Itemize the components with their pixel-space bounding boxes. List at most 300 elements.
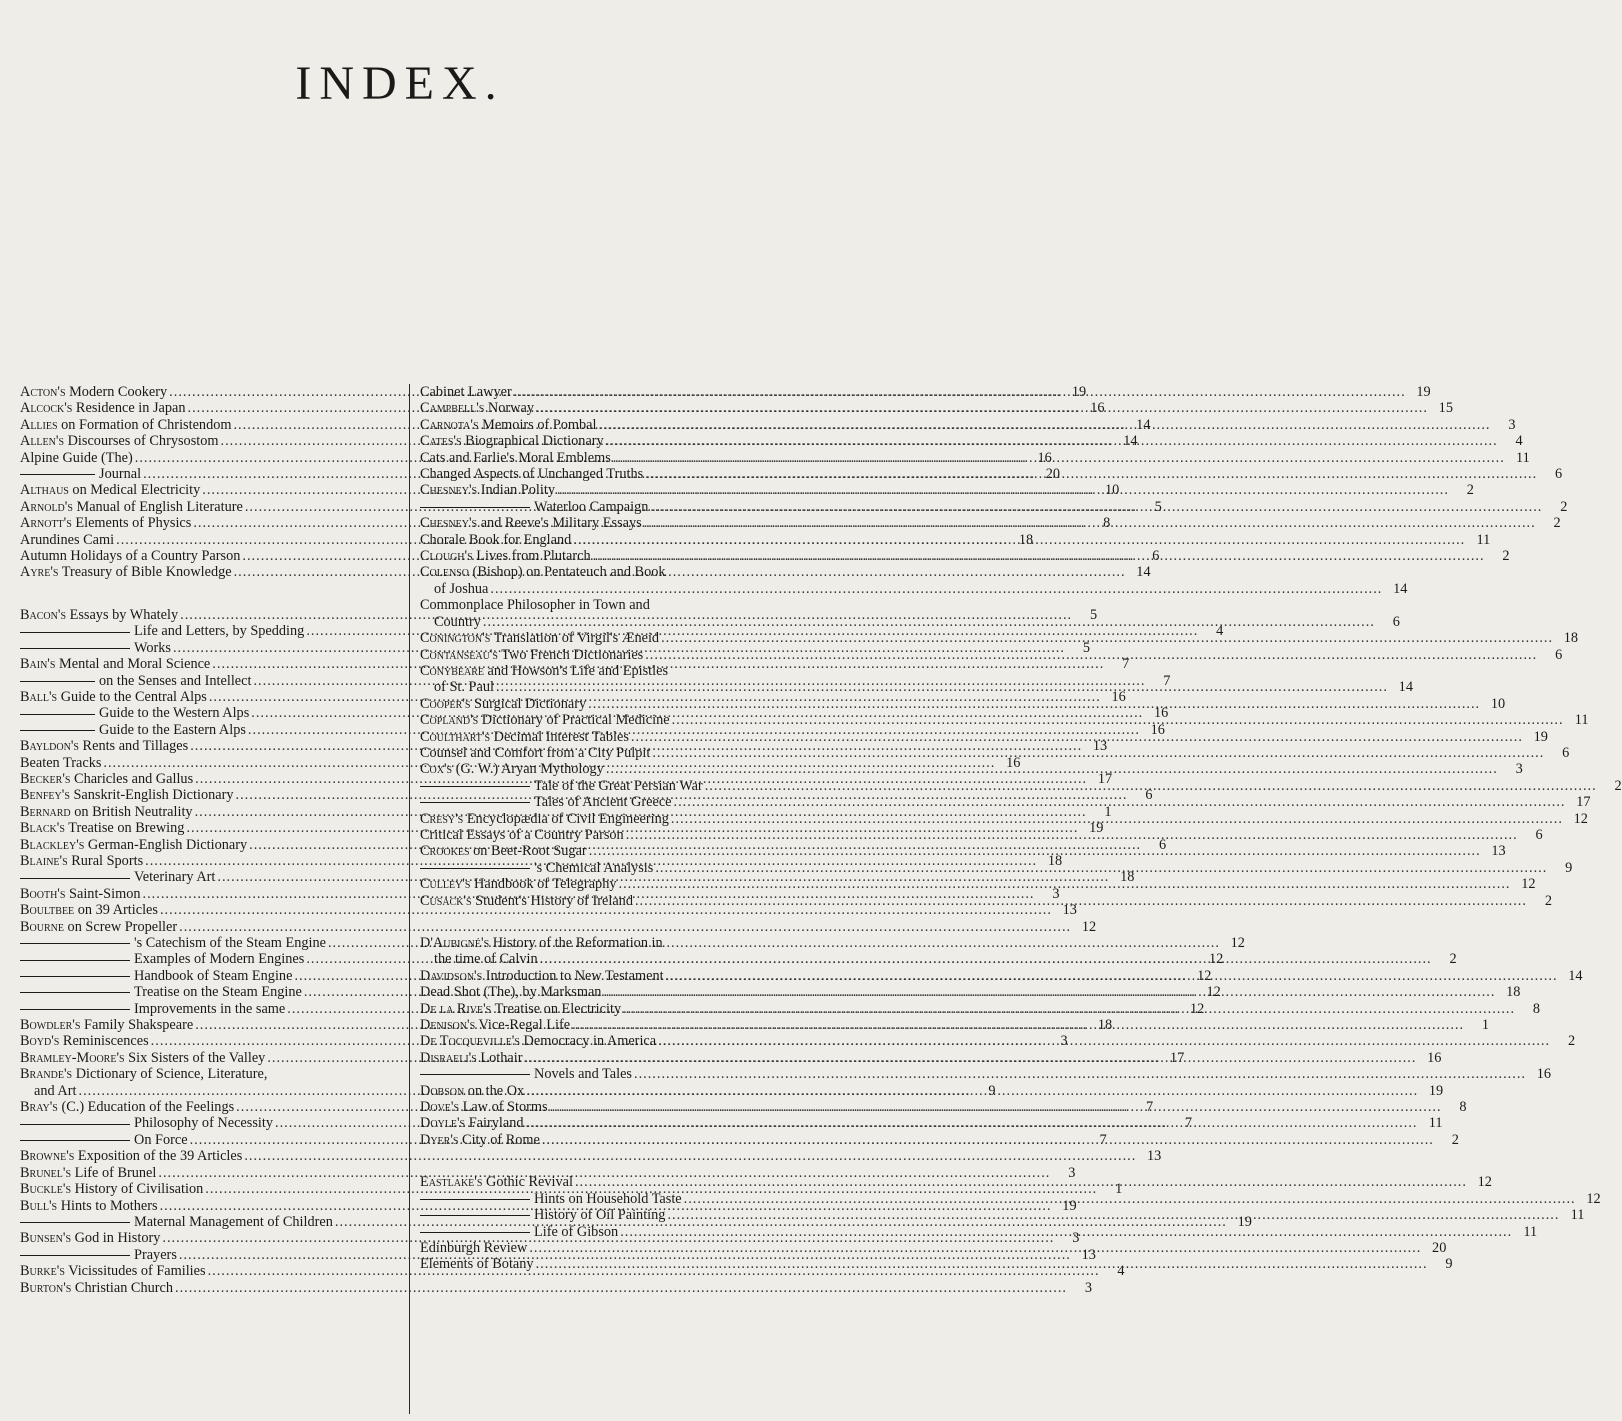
entry-author: Allen's (20, 433, 65, 450)
entry-title: Chorale Book for England (420, 531, 572, 548)
leader-dots (557, 482, 1449, 498)
entry-text (420, 1050, 522, 1066)
page-number: 12 (1586, 1190, 1601, 1207)
ditto-rule (20, 730, 95, 731)
entry-title: Discourses of Chrysostom (64, 433, 219, 450)
page-number: 1 (1115, 1181, 1123, 1198)
entry-text (20, 1247, 177, 1263)
entry-text (420, 630, 659, 646)
ditto-rule (20, 976, 130, 977)
page-number: 3 (1508, 416, 1516, 433)
entry-title: on Screw Propeller (63, 918, 178, 935)
page-number: 16 (1090, 400, 1105, 417)
entry-title: Dictionary of Science, Literature, (72, 1066, 268, 1083)
entry-text (420, 400, 534, 416)
entry-author: Clough's (420, 548, 473, 565)
page-number: 12 (1197, 967, 1212, 984)
entry-text (20, 623, 304, 639)
leader-dots (671, 811, 1563, 827)
entry-text (20, 820, 184, 836)
entry-title: Guide to the Western Alps (99, 705, 250, 722)
page-number: 2 (1614, 777, 1622, 794)
entry-title: on the Senses and Intellect (99, 672, 252, 689)
page-number: 11 (1570, 1207, 1585, 1224)
entry-text (420, 1017, 570, 1033)
entry-text (20, 607, 178, 623)
entry-text (20, 656, 210, 672)
entry-title: Saint-Simon (65, 885, 141, 902)
leader-dots (496, 679, 1388, 695)
entry-title: Alpine Guide (The) (20, 449, 133, 466)
entry-title: Democracy in America (519, 1033, 657, 1050)
leader-dots (514, 384, 1406, 400)
page-number: 3 (1072, 1230, 1080, 1247)
entry-author: Culley's (420, 876, 471, 893)
page-number: 1 (1481, 1017, 1490, 1034)
page-number: 20 (1432, 1239, 1447, 1256)
page-number: 7 (1146, 1099, 1154, 1116)
page-number: 20 (1045, 466, 1061, 483)
entry-author: Benfey's (20, 787, 70, 804)
leader-dots (645, 647, 1537, 663)
entry-text (420, 663, 668, 679)
entry-title: Guide to the Central Alps (57, 688, 207, 705)
entry-author: De la Rive's (420, 1000, 492, 1017)
index-entry (420, 1131, 1459, 1148)
leader-dots (175, 1280, 1067, 1296)
entry-title: Memoirs of Pombal (478, 416, 597, 433)
entry-title: Two French Dictionaries (497, 646, 644, 663)
entry-author: Althaus (20, 482, 69, 499)
entry-title: Beaten Tracks (20, 754, 102, 771)
entry-title: Christian Church (71, 1279, 173, 1296)
page-number: 12 (1209, 951, 1224, 968)
page-number: 4 (1515, 433, 1523, 450)
index-entry (20, 1066, 396, 1082)
page-number: 3 (1515, 761, 1523, 778)
entry-title: Manual of English Literature (72, 498, 243, 515)
entry-author: Cooper's (420, 695, 471, 712)
entry-author: Disraeli's (420, 1049, 477, 1066)
leader-dots (620, 1224, 1512, 1240)
page-number: 2 (1466, 482, 1474, 499)
entry-text (420, 984, 601, 1000)
leader-dots (634, 1066, 1526, 1082)
entry-author: Chesney's (420, 482, 478, 499)
entry-text (20, 1115, 273, 1131)
page-number: 13 (1081, 1246, 1096, 1263)
entry-title: Treatise on Brewing (64, 820, 185, 837)
page-number: 4 (1117, 1263, 1125, 1280)
entry-title: Maternal Management of Children (134, 1213, 333, 1230)
page-number: 3 (1068, 1164, 1076, 1181)
page-number: 14 (1568, 967, 1583, 984)
page-number: 17 (1576, 794, 1591, 811)
entry-author: Brande's (20, 1066, 73, 1083)
leader-dots (606, 433, 1498, 449)
entry-title: of St. Paul (434, 679, 494, 696)
entry-author: Buckle's (20, 1181, 72, 1198)
entry-text (20, 1165, 156, 1181)
page-number: 19 (1237, 1213, 1252, 1230)
entry-title: on British Neutrality (70, 803, 193, 820)
entry-text (420, 597, 650, 613)
entry-author: Eastlake's (420, 1174, 483, 1191)
ditto-rule (420, 507, 530, 508)
entry-text (20, 984, 302, 1000)
ditto-rule (20, 1255, 130, 1256)
entry-author: Ball's (20, 688, 58, 705)
index-entry (420, 1174, 1492, 1191)
entry-author: Bowdler's (20, 1017, 81, 1034)
entry-text (420, 466, 643, 482)
entry-text (420, 794, 672, 810)
entry-title: Residence in Japan (72, 400, 186, 417)
leader-dots (644, 515, 1536, 531)
entry-title: of Joshua (434, 580, 489, 597)
entry-title: Vice-Regal Life (475, 1017, 571, 1034)
page-number: 8 (1103, 515, 1111, 532)
entry-text (20, 466, 141, 482)
entry-author: Cates's (420, 433, 462, 450)
entry-text (20, 532, 114, 548)
ditto-rule (420, 802, 530, 803)
page-number: 3 (1060, 1033, 1068, 1050)
index-entry (420, 1115, 1443, 1132)
page-number: 16 (1153, 705, 1169, 722)
page-number: 18 (1506, 984, 1521, 1001)
entry-title: on Formation of Christendom (57, 416, 232, 433)
entry-title: (Bishop) on Pentateuch and Book (468, 564, 666, 581)
page-number: 3 (1052, 885, 1060, 902)
entry-text (420, 827, 624, 843)
entry-text (434, 679, 494, 695)
index-entry (420, 679, 1413, 696)
page-number: 6 (1535, 826, 1543, 843)
page-number: 18 (1120, 869, 1135, 886)
entry-author: Davidson's (420, 967, 483, 984)
entry-title: History of Civilisation (71, 1181, 204, 1198)
leader-dots (572, 1017, 1464, 1033)
entry-text (420, 1224, 618, 1240)
entry-text (20, 400, 186, 416)
page-number: 12 (1573, 810, 1588, 827)
page-number: 12 (1477, 1174, 1492, 1191)
entry-text (20, 1263, 206, 1279)
entry-text (420, 1033, 656, 1049)
leader-dots (550, 1099, 1442, 1115)
entry-text (420, 433, 604, 449)
index-entry (20, 1164, 1076, 1181)
leader-dots (589, 843, 1481, 859)
entry-author: Copland's (420, 712, 479, 729)
entry-title: Philosophy of Necessity (134, 1115, 273, 1132)
entry-title: Counsel and Comfort from a City Pulpit (420, 744, 651, 761)
page-number: 16 (1150, 721, 1165, 738)
entry-text (420, 935, 663, 951)
entry-author: Cusack's (420, 892, 472, 909)
ditto-rule (20, 960, 130, 961)
entry-text (20, 417, 231, 433)
entry-text (20, 564, 232, 580)
index-entry (420, 663, 780, 679)
entry-text (420, 893, 633, 909)
entry-text (20, 935, 326, 951)
entry-text (420, 564, 666, 580)
entry-title: God in History (71, 1230, 161, 1247)
page-number: 3 (1084, 1279, 1092, 1296)
page-number: 14 (1136, 564, 1151, 581)
entry-title: Rural Sports (67, 852, 144, 869)
index-entry (420, 1223, 1538, 1240)
entry-author: Brunel's (20, 1164, 72, 1181)
leader-dots (645, 466, 1537, 482)
entry-author: Campbell's (420, 400, 485, 417)
entry-title: Student's History of Ireland (471, 892, 633, 909)
entry-title: the time of Calvin (434, 951, 538, 968)
entry-author: Blackley's (20, 836, 85, 853)
entry-text (420, 745, 650, 761)
entry-author: Bray's (20, 1099, 58, 1116)
entry-title: Arundines Cami (20, 531, 115, 548)
entry-title: Hints to Mothers (57, 1197, 158, 1214)
entry-title: Six Sisters of the Valley (124, 1049, 266, 1066)
entry-text (20, 771, 193, 787)
page-number: 12 (1081, 918, 1097, 935)
entry-title: on the Ox (464, 1082, 525, 1099)
entry-text (420, 532, 571, 548)
entry-title: Hints on Household Taste (534, 1190, 682, 1207)
column-divider (409, 384, 410, 1414)
entry-text (420, 384, 512, 400)
ditto-rule (20, 474, 95, 475)
entry-title: Surgical Dictionary (470, 695, 587, 712)
entry-title: Decimal Interest Tables (490, 728, 629, 745)
entry-text (420, 1001, 621, 1017)
index-entry (420, 1256, 1453, 1273)
entry-title: History of the Reformation in (489, 935, 663, 951)
page-number: 6 (1562, 744, 1570, 761)
index-entry (420, 794, 1591, 811)
entry-text (420, 515, 642, 531)
entry-title: Cabinet Lawyer (420, 384, 512, 400)
entry-title: City of Rome (458, 1131, 540, 1148)
leader-dots (613, 450, 1505, 466)
page-number: 5 (1082, 639, 1090, 656)
index-entry (420, 892, 1552, 909)
page-number: 6 (1555, 646, 1563, 663)
leader-dots (619, 876, 1511, 892)
page-number: 15 (1438, 400, 1453, 417)
page-number: 19 (1071, 384, 1087, 400)
page-number: 16 (1111, 688, 1126, 705)
ditto-rule (420, 786, 530, 787)
entry-text (20, 787, 234, 803)
ditto-rule (20, 1140, 130, 1141)
page-number: 18 (1047, 852, 1063, 869)
page-number: 17 (1170, 1049, 1185, 1066)
page-number: 11 (1428, 1115, 1443, 1132)
index-entry (420, 810, 1588, 827)
entry-title: Elements of Physics (71, 515, 192, 532)
entry-author: Cox's (420, 761, 453, 778)
entry-text (20, 1280, 173, 1296)
entry-title: Tale of the Great Persian War (534, 777, 703, 794)
entry-title: Journal (99, 466, 142, 483)
leader-dots (631, 729, 1523, 745)
index-entry (420, 1099, 1467, 1116)
page-number: 12 (1189, 1000, 1205, 1017)
entry-text (20, 902, 158, 918)
leader-dots (655, 860, 1547, 876)
entry-text (420, 482, 555, 498)
index-column-right (420, 384, 1622, 1273)
entry-title: Sanskrit-English Dictionary (69, 787, 234, 804)
entry-text (20, 673, 251, 689)
entry-title: Norway (484, 400, 534, 417)
ditto-rule (20, 878, 130, 879)
index-entry (420, 613, 1400, 630)
leader-dots (524, 1050, 1416, 1066)
entry-text (420, 1191, 682, 1207)
ditto-rule (20, 1124, 130, 1125)
page-number: 19 (1533, 728, 1548, 745)
entry-author: Cresy's (420, 810, 464, 827)
index-entry (420, 646, 1563, 663)
page-number: 6 (1152, 548, 1160, 565)
index-entry (420, 580, 1408, 597)
page-number: 13 (1491, 843, 1506, 860)
index-entry (420, 548, 1510, 565)
entry-text (34, 1083, 77, 1099)
entry-text (420, 876, 617, 892)
page-number: 19 (1062, 1197, 1077, 1214)
page-number: 16 (1006, 754, 1021, 771)
entry-title: Examples of Modern Engines (134, 951, 305, 968)
entry-text (420, 1174, 573, 1190)
leader-dots (603, 984, 1495, 1000)
entry-author: Coulthart's (420, 728, 491, 745)
entry-text (20, 1050, 265, 1066)
entry-text (20, 450, 133, 466)
index-entry (420, 564, 780, 580)
entry-text (420, 548, 591, 564)
entry-author: Carnota's (420, 416, 479, 433)
entry-author: Dyer's (420, 1131, 459, 1148)
entry-title: Exposition of the 39 Articles (74, 1148, 243, 1165)
entry-title: Lives from Plutarch (472, 548, 591, 565)
entry-text (420, 968, 664, 984)
entry-text (420, 778, 703, 794)
page-number: 16 (1427, 1049, 1442, 1066)
entry-title: Life of Brunel (71, 1164, 157, 1181)
entry-text (420, 761, 604, 777)
entry-title: Autumn Holidays of a Country Parson (20, 548, 241, 565)
entry-text (420, 843, 587, 859)
entry-title: Treatise on Electricity (491, 1000, 622, 1017)
entry-title: Mental and Moral Science (55, 656, 211, 673)
page-number: 14 (1136, 416, 1151, 433)
entry-text (20, 548, 240, 564)
page-number: 16 (1037, 449, 1052, 466)
entry-title: (C.) Education of the Feelings (57, 1099, 235, 1116)
entry-author: Arnold's (20, 498, 73, 515)
entry-text (20, 384, 167, 400)
page-number: 6 (1555, 466, 1563, 483)
entry-author: Doyle's (420, 1115, 466, 1132)
page-title: INDEX. (295, 57, 505, 110)
entry-text (20, 722, 246, 738)
entry-author: Chesney's (420, 515, 478, 532)
page-number: 10 (1490, 695, 1506, 712)
entry-text (434, 614, 481, 630)
entry-title: Lothair (476, 1049, 523, 1066)
page-number: 8 (1459, 1099, 1467, 1116)
index-entry (20, 1148, 1162, 1165)
entry-text (420, 1083, 524, 1099)
entry-title: on Medical Electricity (68, 482, 201, 499)
entry-author: Acton's (20, 384, 66, 400)
entry-text (20, 886, 141, 902)
entry-author: Boultbee (20, 902, 75, 919)
entry-text (20, 515, 191, 531)
index-entry (20, 902, 1077, 919)
entry-author: Colenso (420, 564, 469, 581)
entry-title: Treatise on the Steam Engine (134, 984, 302, 1001)
page-number: 2 (1567, 1033, 1576, 1050)
entry-author: Allies (20, 416, 58, 433)
entry-author: Bull's (20, 1197, 58, 1214)
entry-text (20, 919, 177, 935)
page-number: 12 (1230, 935, 1245, 951)
entry-text (420, 860, 653, 876)
page-number: 2 (1449, 951, 1457, 968)
entry-text (20, 1033, 149, 1049)
page-number: 1 (1104, 803, 1112, 820)
leader-dots (658, 1033, 1550, 1049)
ditto-rule (20, 943, 130, 944)
entry-text (20, 837, 247, 853)
entry-text (20, 1066, 267, 1082)
page-number: 18 (1018, 531, 1034, 548)
entry-text (20, 1099, 234, 1115)
entry-author: D'Aubigné's (420, 935, 490, 951)
entry-title: Improvements in the same (134, 1000, 286, 1017)
page-number: 11 (1523, 1223, 1538, 1240)
page-number: 5 (1089, 606, 1098, 623)
page-number: 6 (1145, 787, 1153, 804)
entry-author: Conybeare (420, 662, 484, 679)
leader-dots (573, 532, 1465, 548)
entry-text (420, 811, 669, 827)
page-number: 7 (1163, 672, 1171, 689)
entry-title: Critical Essays of a Country Parson (420, 826, 624, 843)
entry-author: Bourne (20, 918, 64, 935)
leader-dots (606, 761, 1498, 777)
leader-dots (526, 1115, 1418, 1131)
entry-text (20, 853, 143, 869)
ditto-rule (20, 1222, 130, 1223)
index-entry (420, 935, 780, 951)
entry-text (420, 729, 629, 745)
entry-title: Essays by Whately (66, 606, 179, 623)
ditto-rule (20, 714, 95, 715)
page-number: 7 (1099, 1131, 1107, 1148)
entry-title: Edinburgh Review (420, 1239, 528, 1256)
entry-text (20, 482, 200, 498)
entry-title: Prayers (134, 1246, 177, 1263)
entry-title: Modern Cookery (65, 384, 168, 400)
